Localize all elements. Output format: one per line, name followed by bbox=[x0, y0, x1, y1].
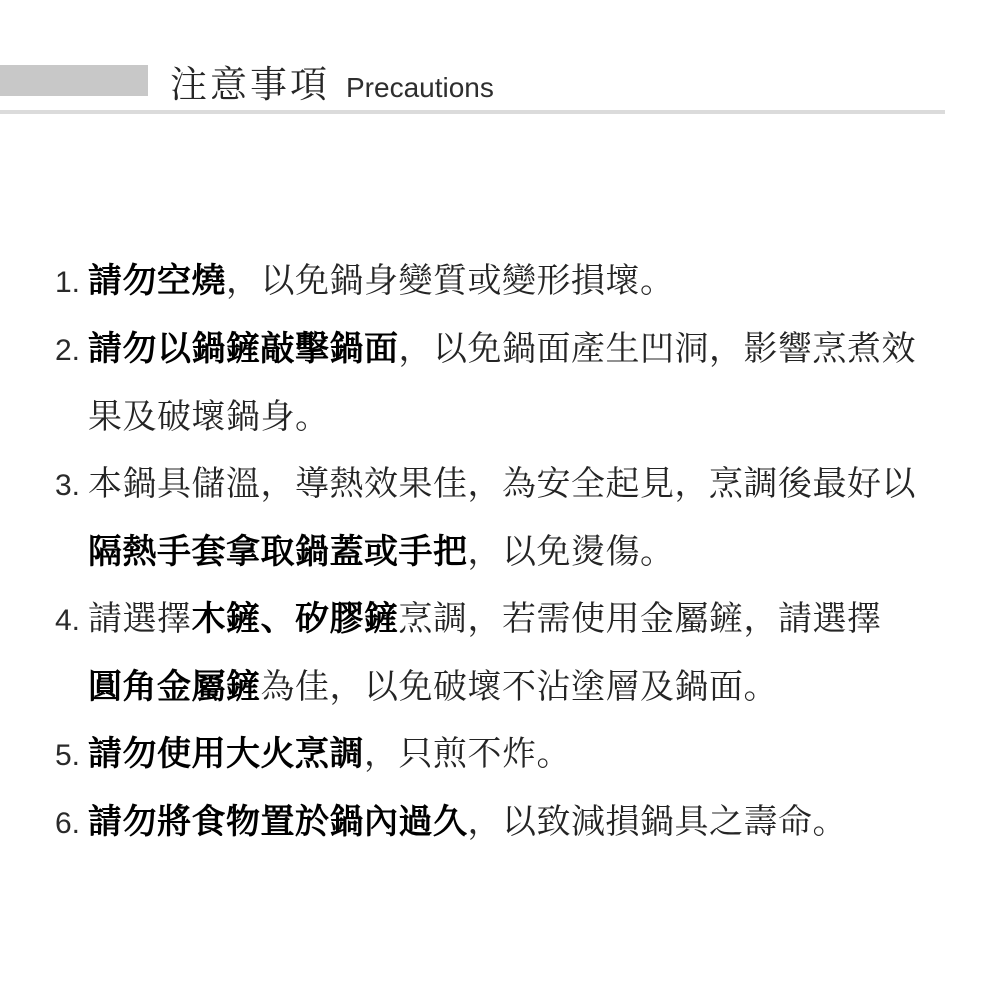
item-text bbox=[88, 316, 916, 383]
list-item-continuation bbox=[55, 384, 955, 451]
item-number: 3. bbox=[55, 469, 81, 502]
list-item bbox=[55, 451, 955, 519]
text-segment: ，以免鍋面產生凹洞，影響烹煮效 bbox=[398, 330, 916, 368]
text-segment: 圓角金屬鏟 bbox=[88, 668, 261, 706]
header-divider bbox=[0, 110, 945, 114]
list-item-continuation bbox=[55, 519, 955, 586]
text-segment: 本鍋具儲溫，導熱效果佳，為安全起見，烹調後最好以 bbox=[88, 465, 916, 503]
item-number: 6. bbox=[55, 807, 81, 840]
list-item bbox=[55, 316, 955, 384]
item-text bbox=[88, 654, 778, 721]
list-item bbox=[55, 721, 955, 789]
item-text bbox=[88, 248, 675, 315]
text-segment: ，以免鍋身變質或變形損壞。 bbox=[226, 262, 675, 300]
item-text bbox=[88, 789, 847, 856]
text-segment: 請勿以鍋鏟敲擊鍋面 bbox=[88, 330, 399, 368]
text-segment: 隔熱手套拿取鍋蓋或手把 bbox=[88, 533, 468, 571]
item-text bbox=[88, 384, 330, 451]
list-item bbox=[55, 248, 955, 316]
list-item bbox=[55, 789, 955, 857]
text-segment: 請勿空燒 bbox=[88, 262, 226, 300]
text-segment: 請選擇 bbox=[88, 600, 192, 638]
item-number: 5. bbox=[55, 739, 81, 772]
item-text bbox=[88, 519, 675, 586]
page-title-zh: 注意事項 bbox=[170, 64, 330, 105]
item-number: 4. bbox=[55, 604, 81, 637]
page-title-en: Precautions bbox=[346, 72, 494, 103]
item-text bbox=[88, 586, 882, 653]
text-segment: 請勿使用大火烹調 bbox=[88, 735, 364, 773]
item-number: 1. bbox=[55, 266, 81, 299]
list-item-continuation bbox=[55, 654, 955, 721]
page-title bbox=[170, 54, 494, 108]
precautions-list bbox=[55, 248, 955, 857]
text-segment: 為佳，以免破壞不沾塗層及鍋面。 bbox=[260, 668, 778, 706]
text-segment: 木鏟、矽膠鏟 bbox=[191, 600, 399, 638]
text-segment: ，以免燙傷。 bbox=[467, 533, 675, 571]
item-text bbox=[88, 721, 571, 788]
text-segment: 果及破壞鍋身。 bbox=[88, 398, 330, 436]
text-segment: 請勿將食物置於鍋內過久 bbox=[88, 803, 468, 841]
text-segment: ，以致減損鍋具之壽命。 bbox=[467, 803, 847, 841]
text-segment: ，只煎不炸。 bbox=[364, 735, 571, 773]
item-number: 2. bbox=[55, 334, 81, 367]
item-text bbox=[88, 451, 916, 518]
list-item bbox=[55, 586, 955, 654]
text-segment: 烹調，若需使用金屬鏟，請選擇 bbox=[398, 600, 882, 638]
header-accent-bar bbox=[0, 65, 148, 96]
